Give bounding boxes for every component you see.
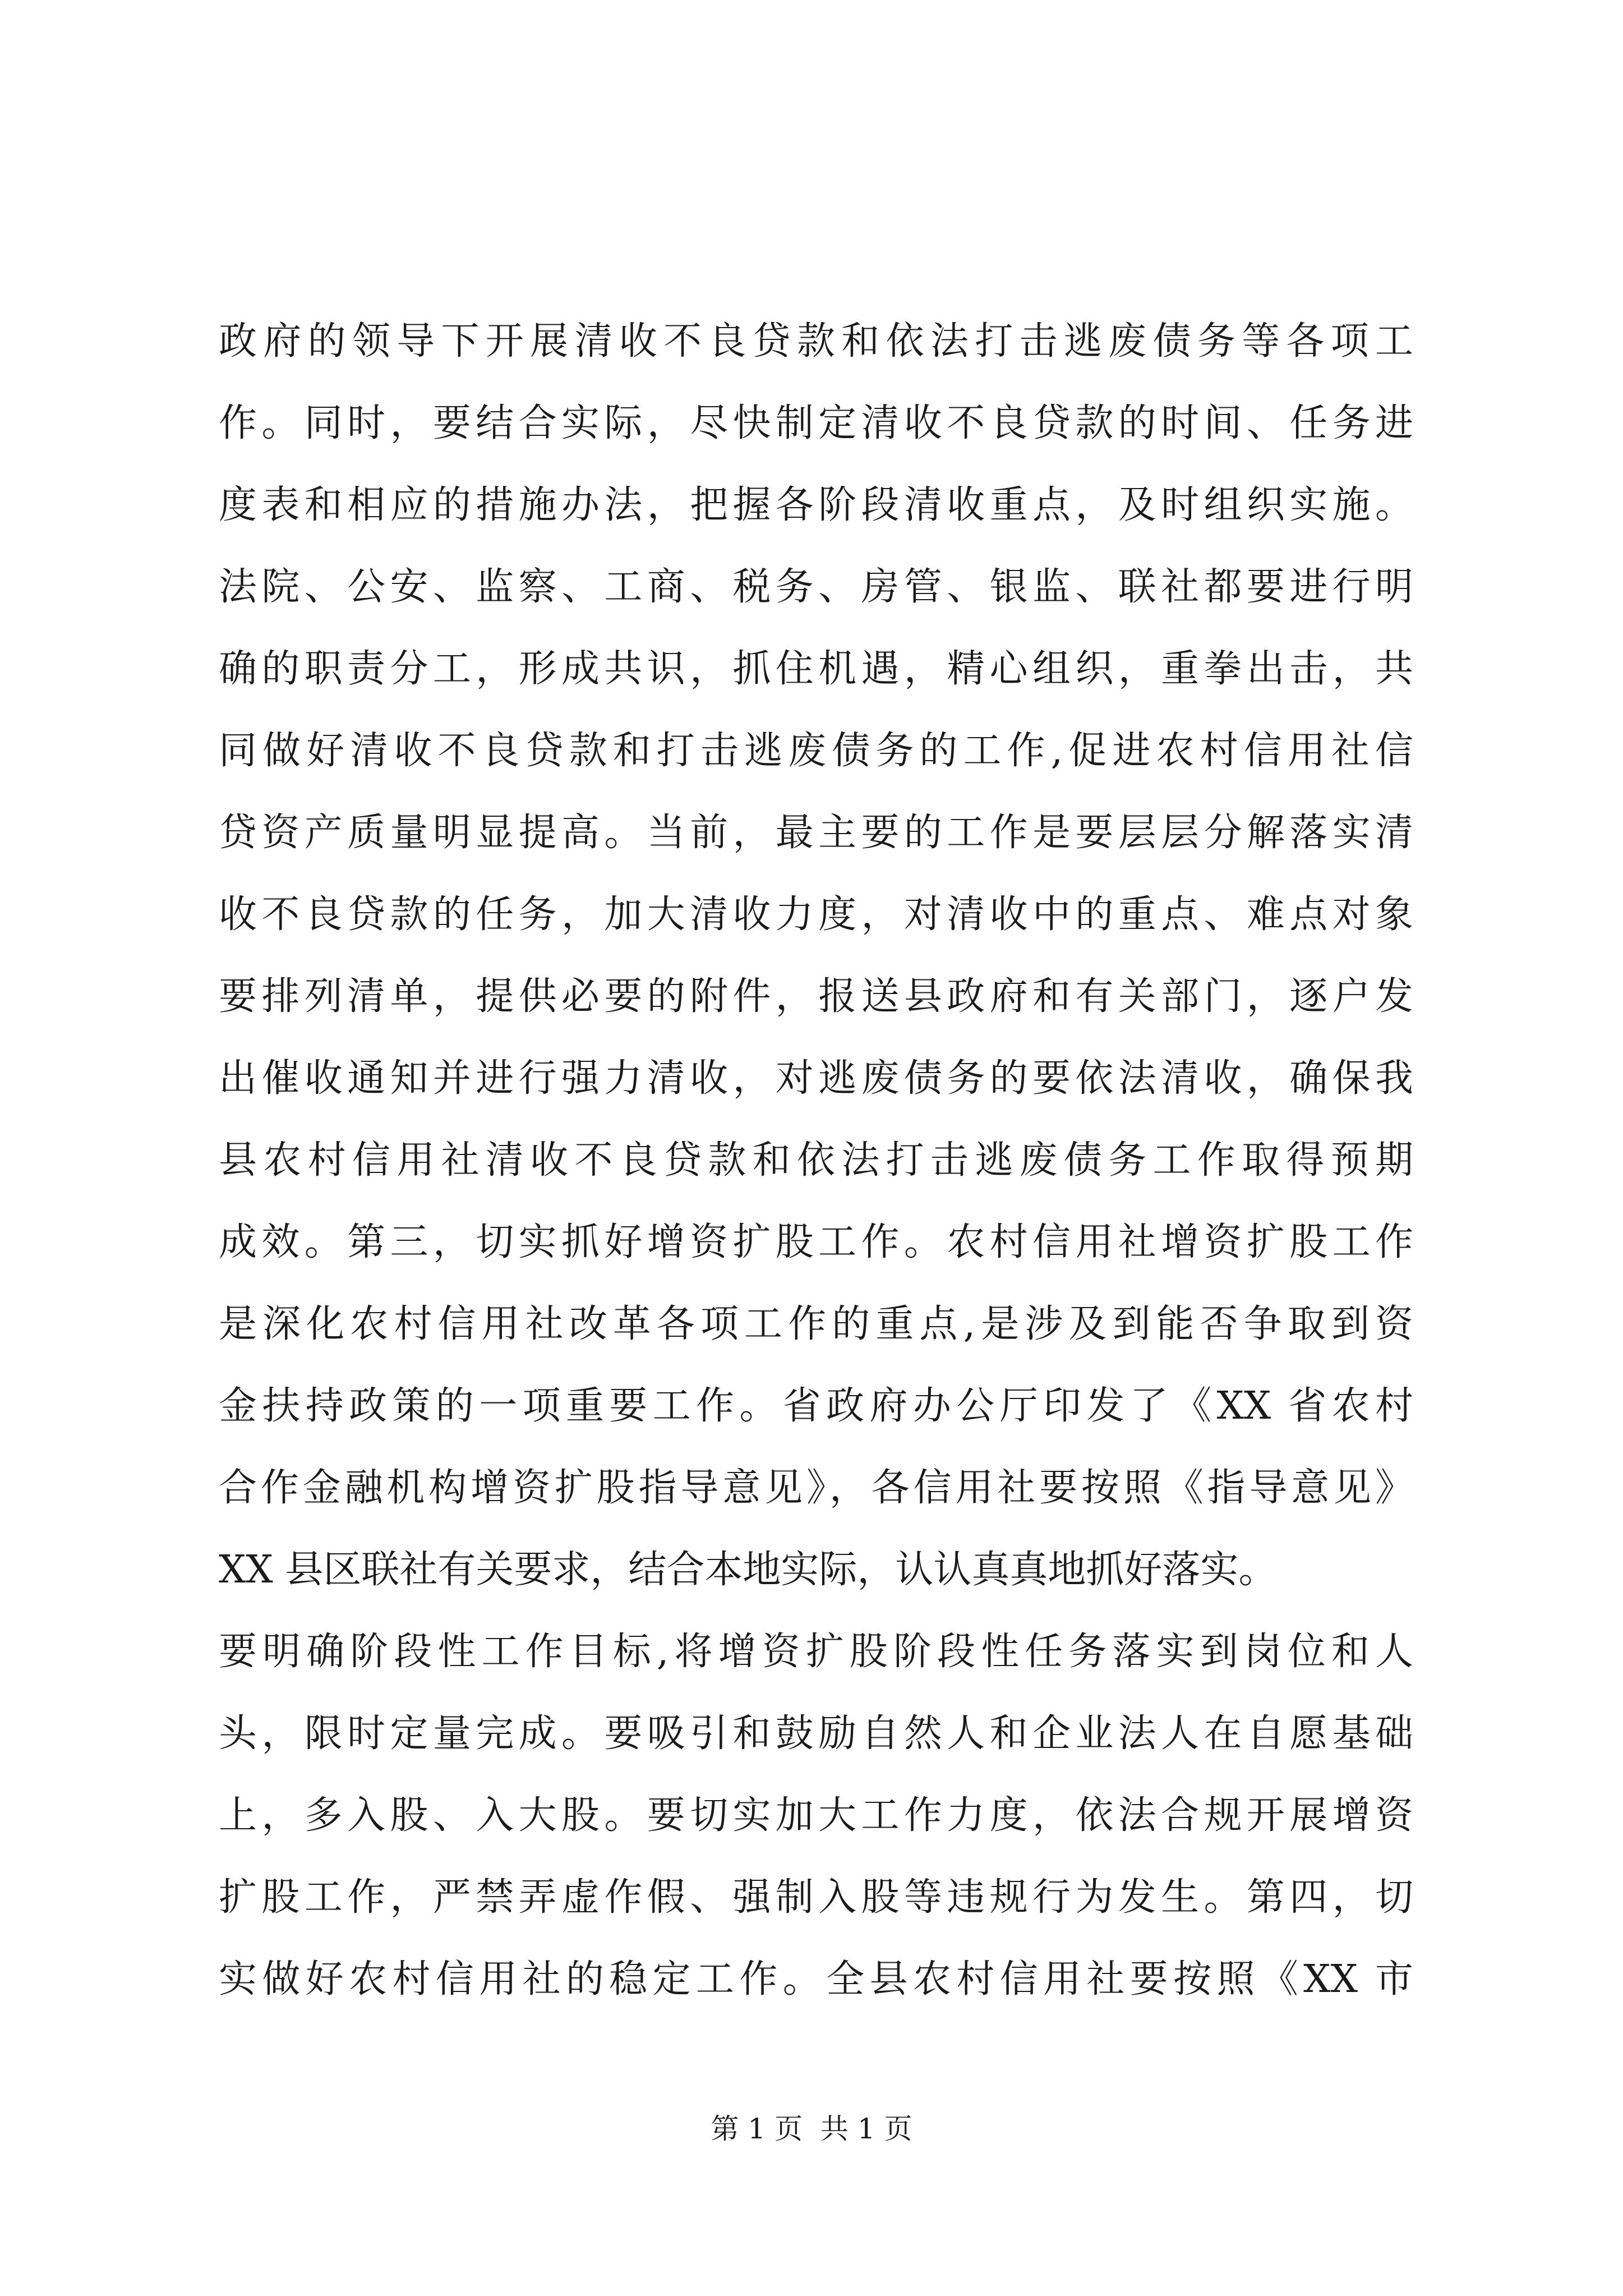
page-number: 第 1 页 共 1 页: [711, 2113, 912, 2145]
text-line: 度表和相应的措施办法，把握各阶段清收重点，及时组织实施。: [219, 483, 1413, 527]
text-line: 确的职责分工，形成共识，抓住机遇，精心组织，重拳出击，共: [219, 647, 1413, 691]
text-line: 法院、公安、监察、工商、税务、房管、银监、联社都要进行明: [219, 565, 1413, 609]
text-line: XX 县区联社有关要求，结合本地实际，认认真真地抓好落实。: [219, 1548, 1277, 1592]
text-line: 扩股工作，严禁弄虚作假、强制入股等违规行为发生。第四，切: [219, 1875, 1413, 1920]
body-text: [219, 301, 1413, 2021]
text-line: 同做好清收不良贷款和打击逃废债务的工作,促进农村信用社信: [219, 729, 1413, 773]
text-line: 收不良贷款的任务，加大清收力度，对清收中的重点、难点对象: [219, 892, 1413, 937]
text-line: 要排列清单，提供必要的附件，报送县政府和有关部门，逐户发: [219, 974, 1413, 1019]
text-line: 成效。第三，切实抓好增资扩股工作。农村信用社增资扩股工作: [219, 1220, 1413, 1264]
text-line: 政府的领导下开展清收不良贷款和依法打击逃废债务等各项工: [219, 319, 1413, 364]
text-line: 贷资产质量明显提高。当前，最主要的工作是要层层分解落实清: [219, 811, 1413, 855]
text-line: 金扶持政策的一项重要工作。省政府办公厅印发了《XX 省农村: [219, 1384, 1413, 1428]
text-line: 出催收通知并进行强力清收，对逃废债务的要依法清收，确保我: [219, 1056, 1413, 1101]
text-line: 实做好农村信用社的稳定工作。全县农村信用社要按照《XX 市: [219, 1957, 1413, 2001]
text-line: 作。同时，要结合实际，尽快制定清收不良贷款的时间、任务进: [219, 401, 1413, 445]
text-line: 要明确阶段性工作目标,将增资扩股阶段性任务落实到岗位和人: [219, 1630, 1413, 1674]
text-line: 是深化农村信用社改革各项工作的重点,是涉及到能否争取到资: [219, 1302, 1413, 1346]
text-line: 上，多入股、入大股。要切实加大工作力度，依法合规开展增资: [219, 1793, 1413, 1838]
page-footer: [0, 2112, 1623, 2146]
text-line: 头，限时定量完成。要吸引和鼓励自然人和企业法人在自愿基础: [219, 1711, 1413, 1756]
text-line: 县农村信用社清收不良贷款和依法打击逃废债务工作取得预期: [219, 1138, 1413, 1182]
text-line: 合作金融机构增资扩股指导意见》，各信用社要按照《指导意见》: [219, 1466, 1413, 1510]
